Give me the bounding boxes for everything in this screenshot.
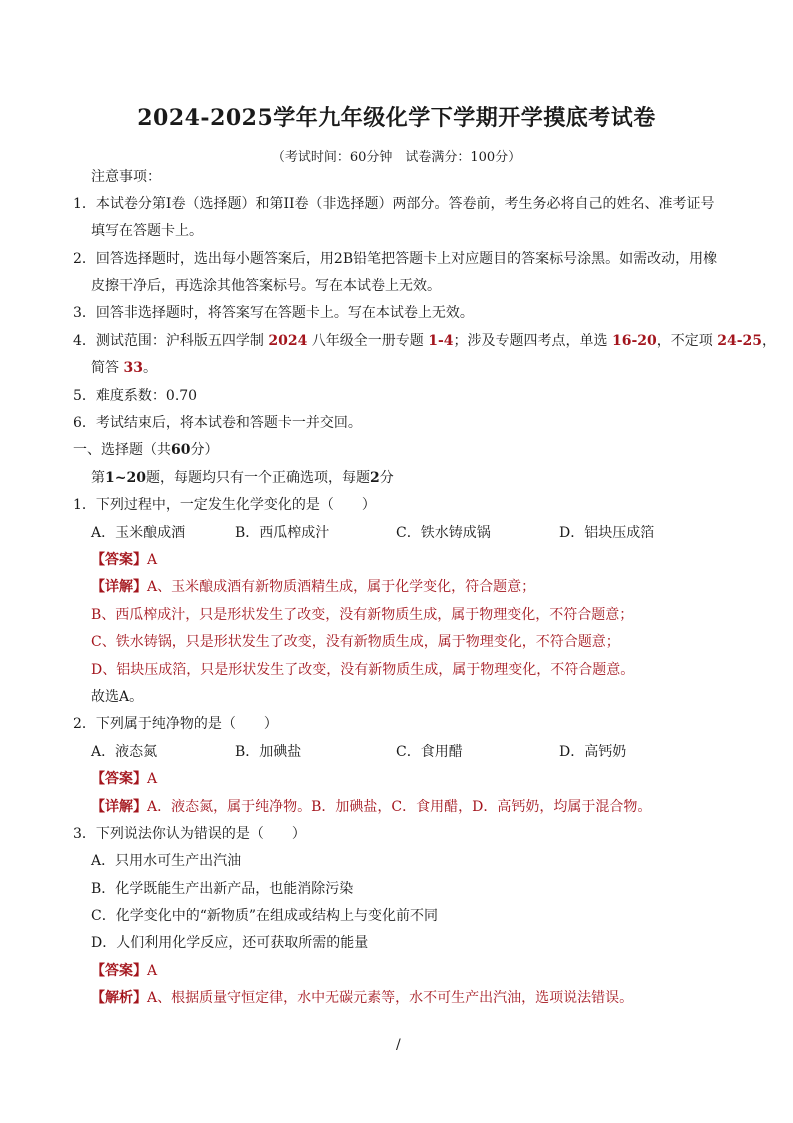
notice-item-2-cont: 皮擦干净后，再选涂其他答案标号。写在本试卷上无效。 [91, 278, 441, 294]
question-3-answer: 【答案】A [91, 963, 158, 979]
question-1-option-a: A．玉米酿成酒 [91, 525, 186, 541]
question-2-option-b: B．加碘盐 [235, 744, 302, 760]
notice-item-6: 6．考试结束后，将本试卷和答题卡一并交回。 [73, 415, 362, 431]
question-1-option-d: D．铝块压成箔 [559, 525, 655, 541]
question-2-answer: 【答案】A [91, 771, 158, 787]
question-3-detail-1: 【解析】A、根据质量守恒定律，水中无碳元素等，水不可生产出汽油，选项说法错误。 [91, 990, 634, 1006]
question-1-detail-2: B、西瓜榨成汁，只是形状发生了改变，没有新物质生成，属于物理变化，不符合题意； [91, 607, 634, 623]
section-heading: 一、选择题（共60分） [73, 442, 219, 458]
question-1-conclusion: 故选A。 [91, 689, 144, 705]
question-2-option-c: C．食用醋 [396, 744, 463, 760]
page-number: / [396, 1037, 401, 1053]
question-2-detail-1: 【详解】A．液态氮，属于纯净物。B．加碘盐，C．食用醋，D．高钙奶，均属于混合物。 [91, 799, 652, 815]
question-3-option-c: C．化学变化中的“新物质”在组成或结构上与变化前不同 [91, 908, 439, 924]
notice-item-1: 1．本试卷分第I卷（选择题）和第II卷（非选择题）两部分。答卷前，考生务必将自己的姓名、准考证号 [73, 196, 715, 212]
question-3-option-a: A．只用水可生产出汽油 [91, 853, 242, 869]
notice-item-4: 4．测试范围：沪科版五四学制 2024 八年级全一册专题 1-4；涉及专题四考点，单选 16-20，不定项 24-25， [73, 333, 777, 349]
question-2-option-d: D．高钙奶 [559, 744, 627, 760]
question-1-option-c: C．铁水铸成锅 [396, 525, 491, 541]
page-title: 2024-2025学年九年级化学下学期开学摸底考试卷 [137, 105, 656, 131]
question-2-stem: 2．下列属于纯净物的是（ ） [73, 716, 278, 732]
question-1-detail-3: C、铁水铸锅，只是形状发生了改变，没有新物质生成，属于物理变化，不符合题意； [91, 634, 620, 650]
question-1-option-b: B．西瓜榨成汁 [235, 525, 330, 541]
question-3-stem: 3．下列说法你认为错误的是（ ） [73, 826, 306, 842]
question-2-option-a: A．液态氮 [91, 744, 158, 760]
question-1-detail-1: 【详解】A、玉米酿成酒有新物质酒精生成，属于化学变化，符合题意； [91, 579, 536, 595]
notice-item-4-cont: 简答 33。 [91, 360, 157, 376]
question-1-stem: 1．下列过程中，一定发生化学变化的是（ ） [73, 497, 376, 513]
question-3-option-d: D．人们利用化学反应，还可获取所需的能量 [91, 935, 369, 951]
section-intro: 第1~20题，每题均只有一个正确选项，每题2分 [91, 470, 394, 486]
notice-item-3: 3．回答非选择题时，将答案写在答题卡上。写在本试卷上无效。 [73, 305, 474, 321]
question-3-option-b: B．化学既能生产出新产品，也能消除污染 [91, 881, 354, 897]
notice-item-5: 5．难度系数：0.70 [73, 388, 198, 404]
notice-item-1-cont: 填写在答题卡上。 [91, 223, 203, 239]
notice-item-2: 2．回答选择题时，选出每小题答案后，用2B铅笔把答题卡上对应题目的答案标号涂黑。如需改动，用橡 [73, 251, 718, 267]
question-1-detail-4: D、铝块压成箔，只是形状发生了改变，没有新物质生成，属于物理变化，不符合题意。 [91, 662, 635, 678]
question-1-answer: 【答案】A [91, 552, 158, 568]
notice-heading: 注意事项： [91, 169, 161, 185]
exam-info: （考试时间：60分钟 试卷满分：100分） [271, 150, 522, 165]
